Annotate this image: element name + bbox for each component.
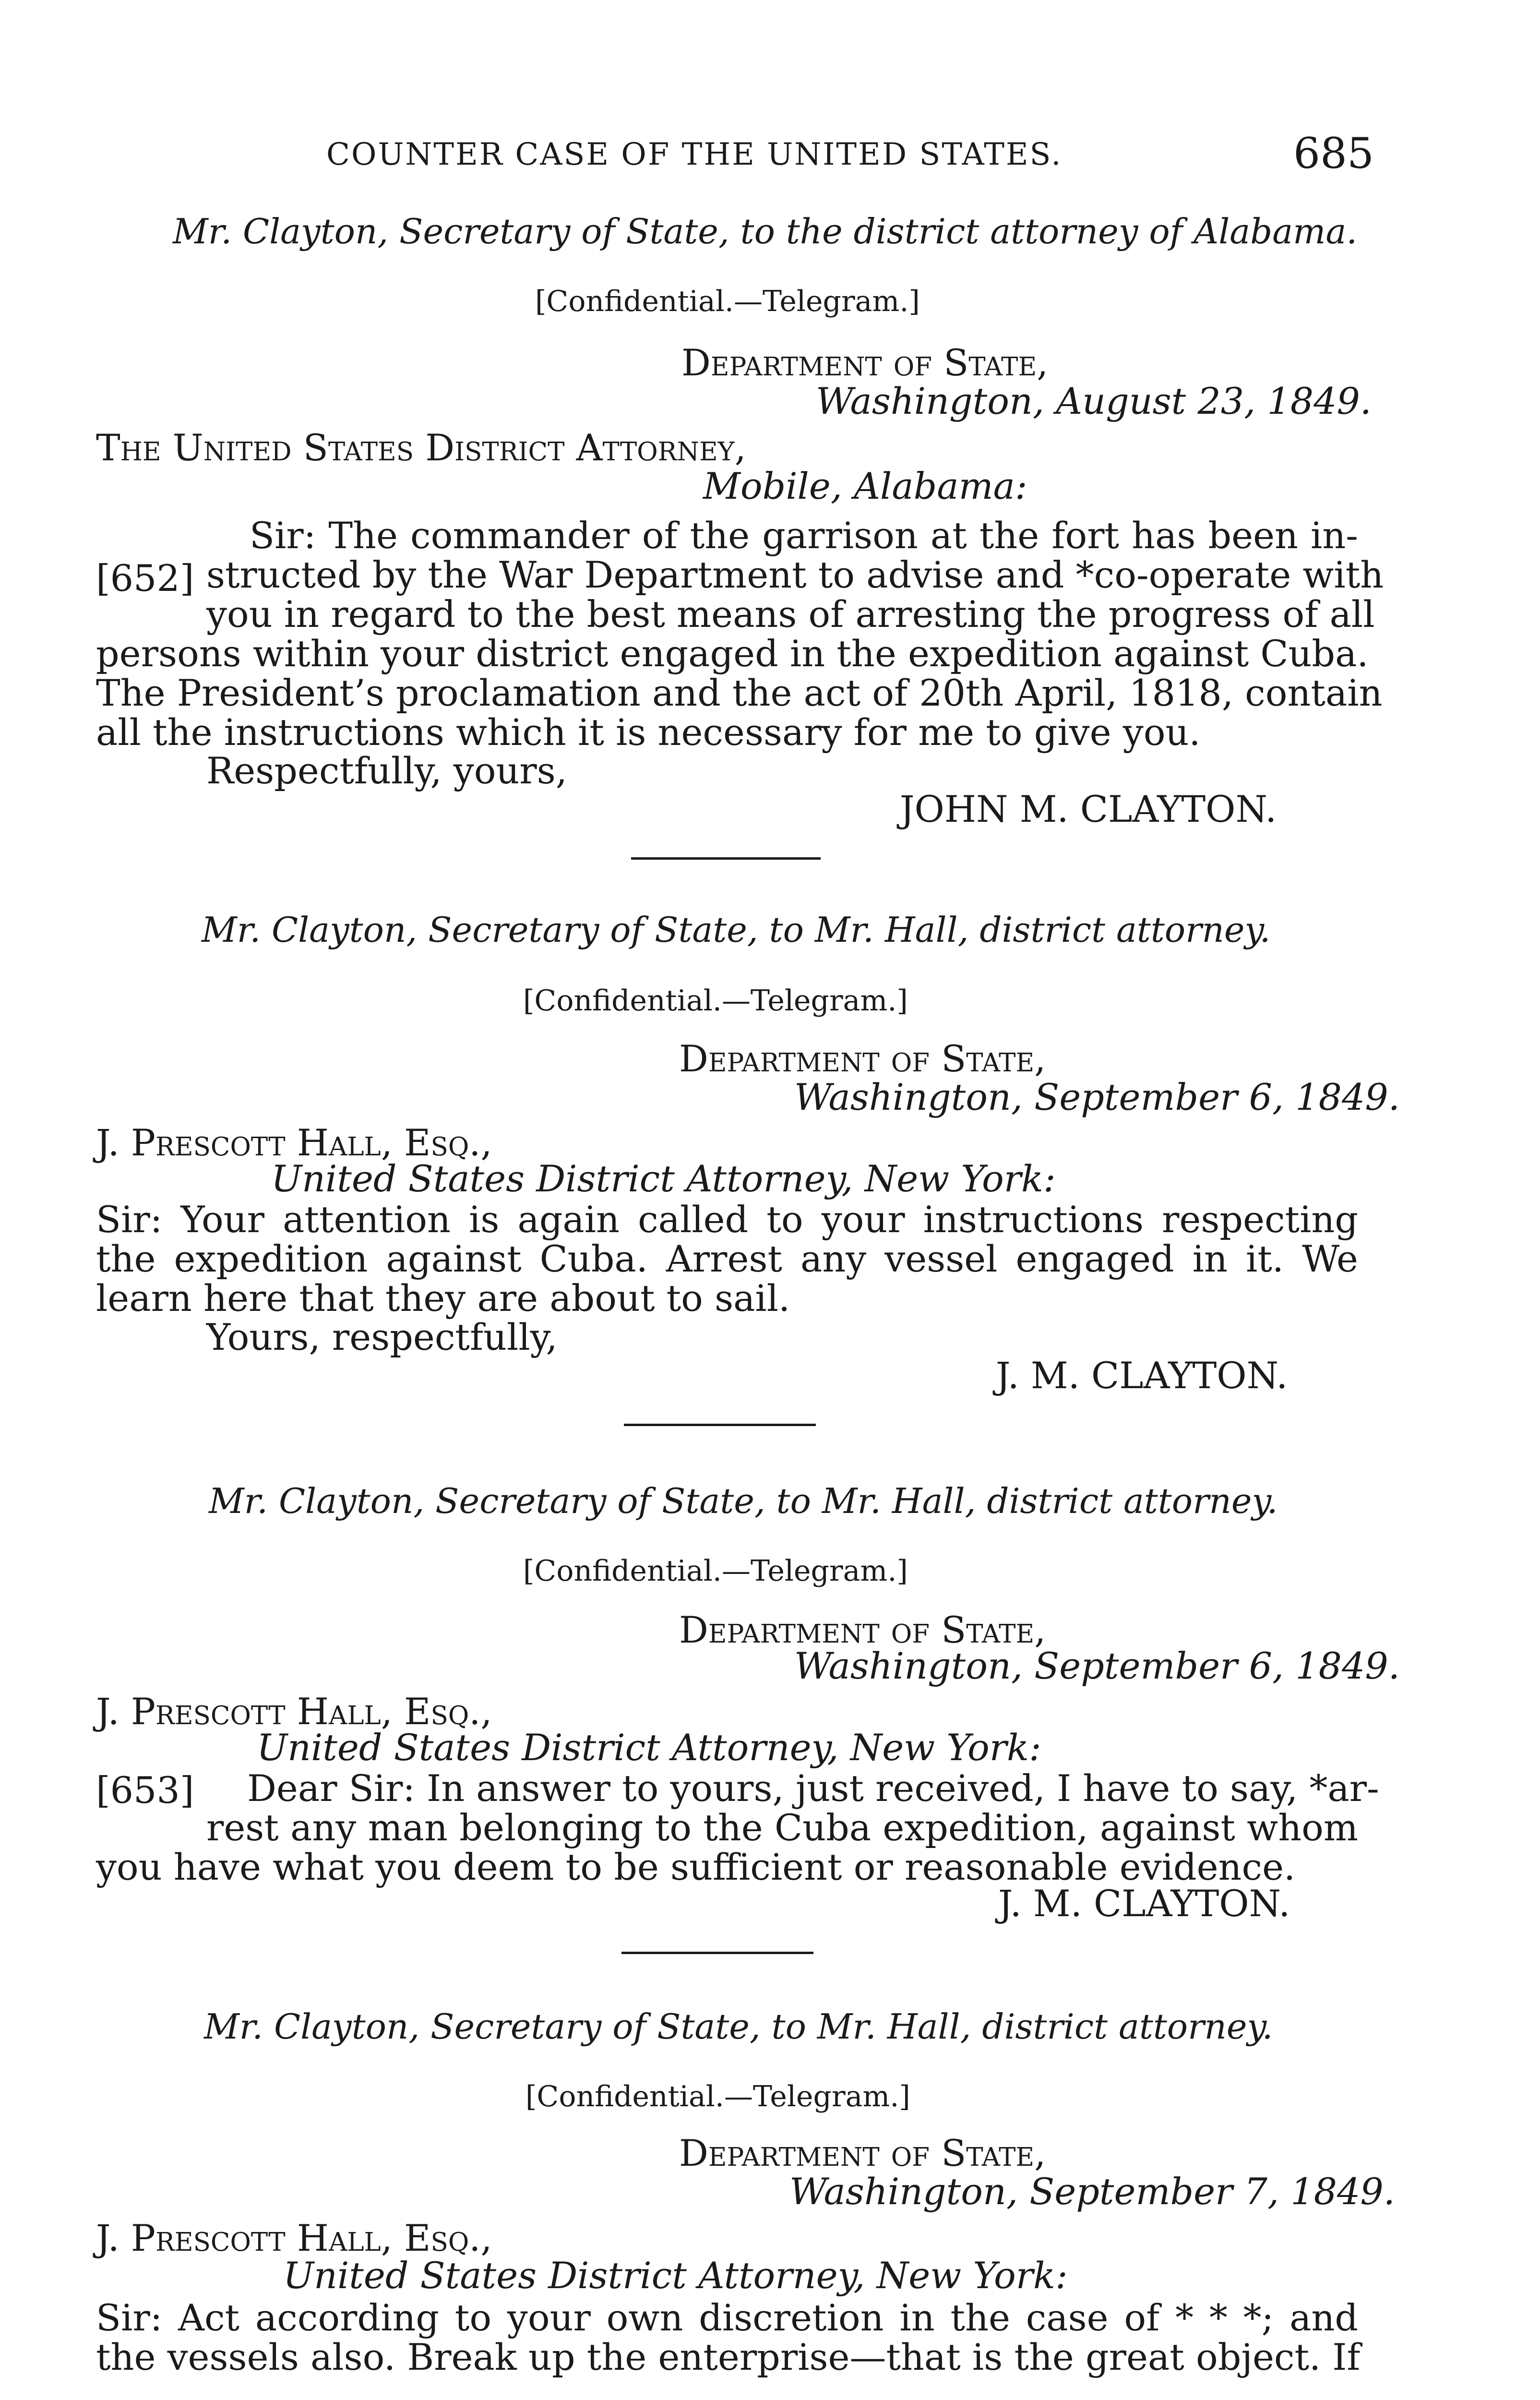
section-divider (624, 1424, 816, 1426)
place-date: Washington, September 6, 1849. (794, 1644, 1400, 1687)
section-divider (621, 1952, 813, 1954)
body-line: the vessels also. Break up the enterprise—that is the great object. If (96, 2336, 1361, 2378)
body-line: learn here that they are about to sail. (96, 1277, 790, 1320)
margin-page-ref: [653] (96, 1769, 194, 1812)
addressee-location: United States District Attorney, New York: (257, 1726, 1041, 1769)
confidential-note: [Confidential.—Telegram.] (523, 1554, 908, 1588)
letter-body (96, 1767, 1379, 1888)
signature: JOHN M. CLAYTON. (900, 788, 1277, 830)
running-title: COUNTER CASE OF THE UNITED STATES. (326, 137, 1062, 172)
body-line: Sir: The commander of the garrison at the fort has been in- (250, 514, 1358, 557)
department-heading: Department of State, (681, 341, 1049, 384)
addressee: J. Prescott Hall, Esq., (96, 1121, 492, 1164)
body-line: the expedition against Cuba. Arrest any vessel engaged in it. We (96, 1237, 1358, 1280)
confidential-note: [Confidential.—Telegram.] (535, 285, 920, 318)
addressee: J. Prescott Hall, Esq., (96, 1690, 492, 1733)
letter-title: Mr. Clayton, Secretary of State, to Mr. Hall, district attorney. (204, 2006, 1273, 2047)
letter-body (96, 514, 1384, 754)
addressee-location: United States District Attorney, New York: (283, 2254, 1068, 2297)
signature: J. M. CLAYTON. (998, 1882, 1290, 1925)
place-date: Washington, September 7, 1849. (789, 2170, 1395, 2213)
body-line: you in regard to the best means of arresting the progress of all (206, 593, 1375, 636)
closing: Respectfully, yours, (206, 749, 567, 792)
department-heading: Department of State, (679, 1608, 1046, 1651)
signature: J. M. CLAYTON. (996, 1354, 1288, 1397)
body-line: The President’s proclamation and the act of 20th April, 1818, contain (96, 672, 1383, 714)
closing: Yours, respectfully, (206, 1316, 558, 1358)
letter-title: Mr. Clayton, Secretary of State, to the district attorney of Alabama. (173, 211, 1358, 252)
body-line: Sir: Your attention is again called to your instructions respecting (96, 1198, 1358, 1241)
body-line: structed by the War Department to advise and *co-operate with (206, 553, 1384, 596)
department-heading: Department of State, (679, 1037, 1046, 1080)
page-number: 685 (1293, 129, 1374, 178)
confidential-note: [Confidential.—Telegram.] (523, 984, 908, 1018)
body-line: you have what you deem to be sufficient or reasonable evidence. (96, 1846, 1296, 1888)
letter-body (96, 1200, 1358, 1318)
letter-title: Mr. Clayton, Secretary of State, to Mr. Hall, district attorney. (202, 910, 1271, 950)
place-date: Washington, September 6, 1849. (794, 1076, 1400, 1118)
addressee-location: United States District Attorney, New York: (271, 1157, 1056, 1200)
body-line: Dear Sir: In answer to yours, just received, I have to say, *ar- (247, 1767, 1379, 1810)
section-divider (631, 857, 821, 860)
letter-body (96, 2296, 1361, 2378)
letter-title: Mr. Clayton, Secretary of State, to Mr. Hall, district attorney. (209, 1481, 1278, 1521)
addressee: J. Prescott Hall, Esq., (96, 2217, 492, 2259)
addressee: The United States District Attorney, (96, 426, 746, 469)
margin-page-ref: [652] (96, 557, 194, 600)
addressee-location: Mobile, Alabama: (703, 465, 1027, 507)
confidential-note: [Confidential.—Telegram.] (525, 2080, 910, 2113)
body-line: all the instructions which it is necessary for me to give you. (96, 711, 1201, 754)
body-line: rest any man belonging to the Cuba expedition, against whom (206, 1806, 1358, 1849)
body-line: persons within your district engaged in the expedition against Cuba. (96, 632, 1369, 675)
body-line: Sir: Act according to your own discretion in the case of * * *; and (96, 2296, 1358, 2339)
place-date: Washington, August 23, 1849. (816, 380, 1372, 422)
department-heading: Department of State, (679, 2132, 1046, 2174)
